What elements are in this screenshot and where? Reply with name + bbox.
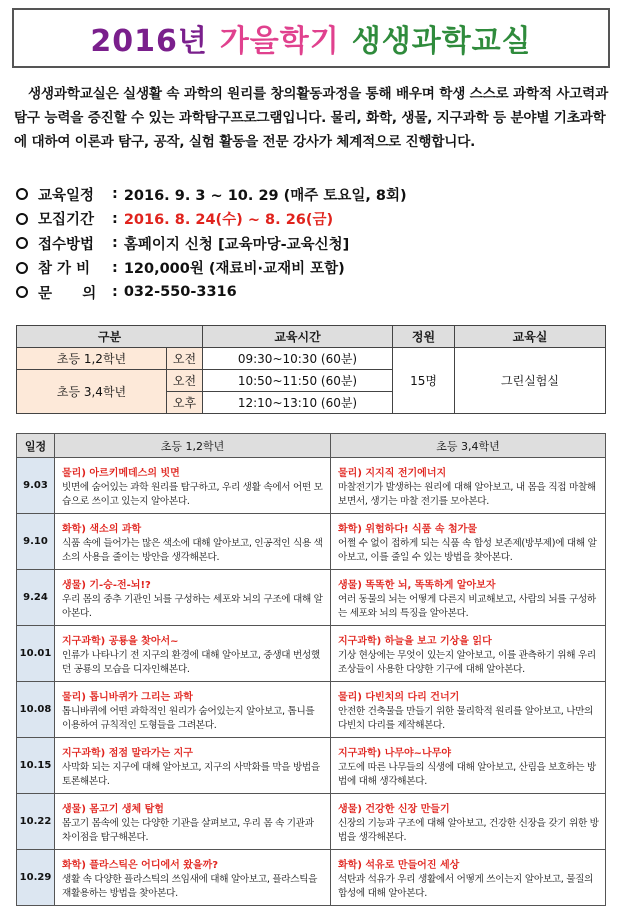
schedule-table xyxy=(16,325,606,414)
lesson-desc: 빗면에 숨어있는 과학 원리를 탐구하고, 우리 생활 속에서 어떤 모습으로 쓰이고 있는지 알아본다. xyxy=(62,482,323,507)
lesson-title: 물리) 지지직 전기에너지 xyxy=(338,468,447,479)
header-grade12: 초등 1,2학년 xyxy=(55,434,331,458)
lesson-title: 화학) 위험하다! 식품 속 첨가물 xyxy=(338,524,477,535)
header-time: 교육시간 xyxy=(203,326,393,348)
program-row xyxy=(17,682,606,738)
lesson-desc: 고도에 따른 나무들의 식생에 대해 알아보고, 산림을 보호하는 방법에 대해 생각해본다. xyxy=(338,762,596,787)
program-header-row xyxy=(17,434,606,458)
lesson-title: 화학) 플라스틱은 어디에서 왔을까? xyxy=(62,860,219,871)
lesson-desc: 어쩔 수 없이 접하게 되는 식품 속 합성 보존제(방부제)에 대해 알아보고, 이를 줄일 수 있는 방법을 찾아본다. xyxy=(338,538,597,563)
title-semester: 가을학기 xyxy=(219,24,340,59)
info-colon: : xyxy=(112,186,118,203)
info-recruit xyxy=(16,207,606,232)
info-colon: : xyxy=(112,235,118,252)
program-row xyxy=(17,738,606,794)
lesson-title: 생물) 기-승-전-뇌!? xyxy=(62,580,151,591)
program-cell-grade12 xyxy=(55,850,331,906)
program-cell-grade34 xyxy=(331,738,606,794)
lesson-desc: 기상 현상에는 무엇이 있는지 알아보고, 이를 관측하기 위해 우리 조상들이 사용한 다양한 기구에 대해 알아본다. xyxy=(338,650,596,675)
info-apply xyxy=(16,231,606,256)
info-colon: : xyxy=(112,210,118,227)
program-cell-grade12 xyxy=(55,458,331,514)
program-cell-grade34 xyxy=(331,794,606,850)
program-table xyxy=(16,433,606,906)
lesson-desc: 톱니바퀴에 어떤 과학적인 원리가 숨어있는지 알아보고, 톱니를 이용하여 규칙적인 도형들을 그려본다. xyxy=(62,706,315,731)
program-cell-grade12 xyxy=(55,514,331,570)
info-contact xyxy=(16,280,606,305)
program-cell-grade34 xyxy=(331,458,606,514)
info-colon: : xyxy=(112,284,118,301)
info-fee xyxy=(16,256,606,281)
program-date: 10.22 xyxy=(17,794,55,850)
info-label: 문 의 xyxy=(38,285,97,302)
bullet-circle-icon xyxy=(16,286,28,298)
lesson-desc: 사막화 되는 지구에 대해 알아보고, 지구의 사막화를 막을 방법을 토론해본다. xyxy=(62,762,320,787)
title-program: 생생과학교실 xyxy=(351,24,532,59)
bullet-circle-icon xyxy=(16,213,28,225)
lesson-title: 지구과학) 점점 말라가는 지구 xyxy=(62,748,193,759)
program-date: 9.24 xyxy=(17,570,55,626)
info-colon: : xyxy=(112,259,118,276)
schedule-group: 초등 3,4학년 xyxy=(17,370,167,414)
schedule-period: 오후 xyxy=(167,392,203,414)
lesson-title: 물리) 다빈치의 다리 건너기 xyxy=(338,692,460,703)
info-list xyxy=(16,182,606,305)
program-cell-grade34 xyxy=(331,570,606,626)
header-date: 일정 xyxy=(17,434,55,458)
program-row xyxy=(17,794,606,850)
lesson-desc: 석탄과 석유가 우리 생활에서 어떻게 쓰이는지 알아보고, 물질의 합성에 대해 알아본다. xyxy=(338,874,594,899)
intro-paragraph: 생생과학교실은 실생활 속 과학의 원리를 창의활동과정을 통해 배우며 학생 스스로 과학적 사고력과 탐구 능력을 증진할 수 있는 과학탐구프로그램입니다. 물리, 화학, 생물, 지구과학 등 분야별 기초과학에 대하여 이론과 탐구, 공작, 실험 활동을 전문 강사가 체계적으로 진행합니다. xyxy=(14,86,609,150)
program-cell-grade12 xyxy=(55,738,331,794)
lesson-desc: 식품 속에 들어가는 많은 색소에 대해 알아보고, 인공적인 식용 색소의 사용을 줄이는 방안을 생각해본다. xyxy=(62,538,323,563)
program-row xyxy=(17,850,606,906)
info-schedule xyxy=(16,182,606,207)
lesson-title: 생물) 건강한 신장 만들기 xyxy=(338,804,450,815)
lesson-title: 화학) 석유로 만들어진 세상 xyxy=(338,860,460,871)
lesson-desc: 여러 동물의 뇌는 어떻게 다른지 비교해보고, 사람의 뇌를 구성하는 세포와 뇌의 특징을 알아본다. xyxy=(338,594,596,619)
program-date: 10.15 xyxy=(17,738,55,794)
bullet-circle-icon xyxy=(16,262,28,274)
lesson-desc: 인류가 나타나기 전 지구의 환경에 대해 알아보고, 중생대 번성했던 공룡의 모습을 디자인해본다. xyxy=(62,650,320,675)
lesson-title: 지구과학) 공룡을 찾아서~ xyxy=(62,636,179,647)
info-value: 2016. 9. 3 ~ 10. 29 (매주 토요일, 8회) xyxy=(123,187,407,204)
program-date: 10.29 xyxy=(17,850,55,906)
program-cell-grade12 xyxy=(55,626,331,682)
header-capacity: 정원 xyxy=(393,326,455,348)
program-date: 9.10 xyxy=(17,514,55,570)
program-date: 10.08 xyxy=(17,682,55,738)
program-cell-grade34 xyxy=(331,682,606,738)
lesson-desc: 몸고기 몸속에 있는 다양한 기관을 살펴보고, 우리 몸 속 기관과 차이점을 탐구해본다. xyxy=(62,818,314,843)
lesson-desc: 마찰전기가 발생하는 원리에 대해 알아보고, 내 몸을 직접 마찰해보면서, 생기는 마찰 전기를 모아본다. xyxy=(338,482,596,507)
program-row xyxy=(17,570,606,626)
lesson-desc: 우리 몸의 중추 기관인 뇌를 구성하는 세포와 뇌의 구조에 대해 알아본다. xyxy=(62,594,323,619)
schedule-capacity: 15명 xyxy=(393,348,455,414)
program-cell-grade34 xyxy=(331,626,606,682)
program-cell-grade34 xyxy=(331,850,606,906)
schedule-room: 그린실험실 xyxy=(455,348,606,414)
lesson-desc: 신장의 기능과 구조에 대해 알아보고, 건강한 신장을 갖기 위한 방법을 생각해본다. xyxy=(338,818,599,843)
schedule-time: 10:50~11:50 (60분) xyxy=(203,370,393,392)
program-row xyxy=(17,458,606,514)
program-date: 9.03 xyxy=(17,458,55,514)
schedule-period: 오전 xyxy=(167,370,203,392)
title-year: 2016년 xyxy=(90,24,208,59)
program-cell-grade34 xyxy=(331,514,606,570)
lesson-title: 지구과학) 나무야~나무야 xyxy=(338,748,452,759)
page-title xyxy=(12,8,610,68)
lesson-title: 생물) 몸고기 생체 탐험 xyxy=(62,804,164,815)
program-date: 10.01 xyxy=(17,626,55,682)
program-cell-grade12 xyxy=(55,794,331,850)
lesson-title: 물리) 톱니바퀴가 그리는 과학 xyxy=(62,692,193,703)
header-room: 교육실 xyxy=(455,326,606,348)
schedule-header-row xyxy=(17,326,606,348)
info-label: 참 가 비 xyxy=(38,261,91,278)
schedule-time: 09:30~10:30 (60분) xyxy=(203,348,393,370)
info-value: 032-550-3316 xyxy=(123,284,237,301)
lesson-desc: 생활 속 다양한 플라스틱의 쓰임새에 대해 알아보고, 플라스틱을 재활용하는 방법을 찾아본다. xyxy=(62,874,318,899)
header-grade34: 초등 3,4학년 xyxy=(331,434,606,458)
program-row xyxy=(17,626,606,682)
bullet-circle-icon xyxy=(16,188,28,200)
info-value: 2016. 8. 24(수) ~ 8. 26(금) xyxy=(123,212,334,229)
program-cell-grade12 xyxy=(55,570,331,626)
program-cell-grade12 xyxy=(55,682,331,738)
info-value: 120,000원 (재료비·교재비 포함) xyxy=(123,261,345,278)
lesson-title: 화학) 색소의 과학 xyxy=(62,524,142,535)
schedule-period: 오전 xyxy=(167,348,203,370)
info-label: 교육일정 xyxy=(38,187,95,204)
lesson-title: 물리) 아르키메데스의 빗면 xyxy=(62,468,180,479)
info-label: 접수방법 xyxy=(38,236,95,253)
schedule-row xyxy=(17,348,606,370)
lesson-title: 지구과학) 하늘을 보고 기상을 읽다 xyxy=(338,636,492,647)
schedule-time: 12:10~13:10 (60분) xyxy=(203,392,393,414)
header-category: 구분 xyxy=(17,326,203,348)
info-value: 홈페이지 신청 [교육마당-교육신청] xyxy=(123,236,350,253)
bullet-circle-icon xyxy=(16,237,28,249)
lesson-title: 생물) 똑똑한 뇌, 똑똑하게 알아보자 xyxy=(338,580,496,591)
info-label: 모집기간 xyxy=(38,212,95,229)
schedule-group: 초등 1,2학년 xyxy=(17,348,167,370)
lesson-desc: 안전한 건축물을 만들기 위한 물리학적 원리를 알아보고, 나만의 다빈치 다리를 제작해본다. xyxy=(338,706,594,731)
program-row xyxy=(17,514,606,570)
